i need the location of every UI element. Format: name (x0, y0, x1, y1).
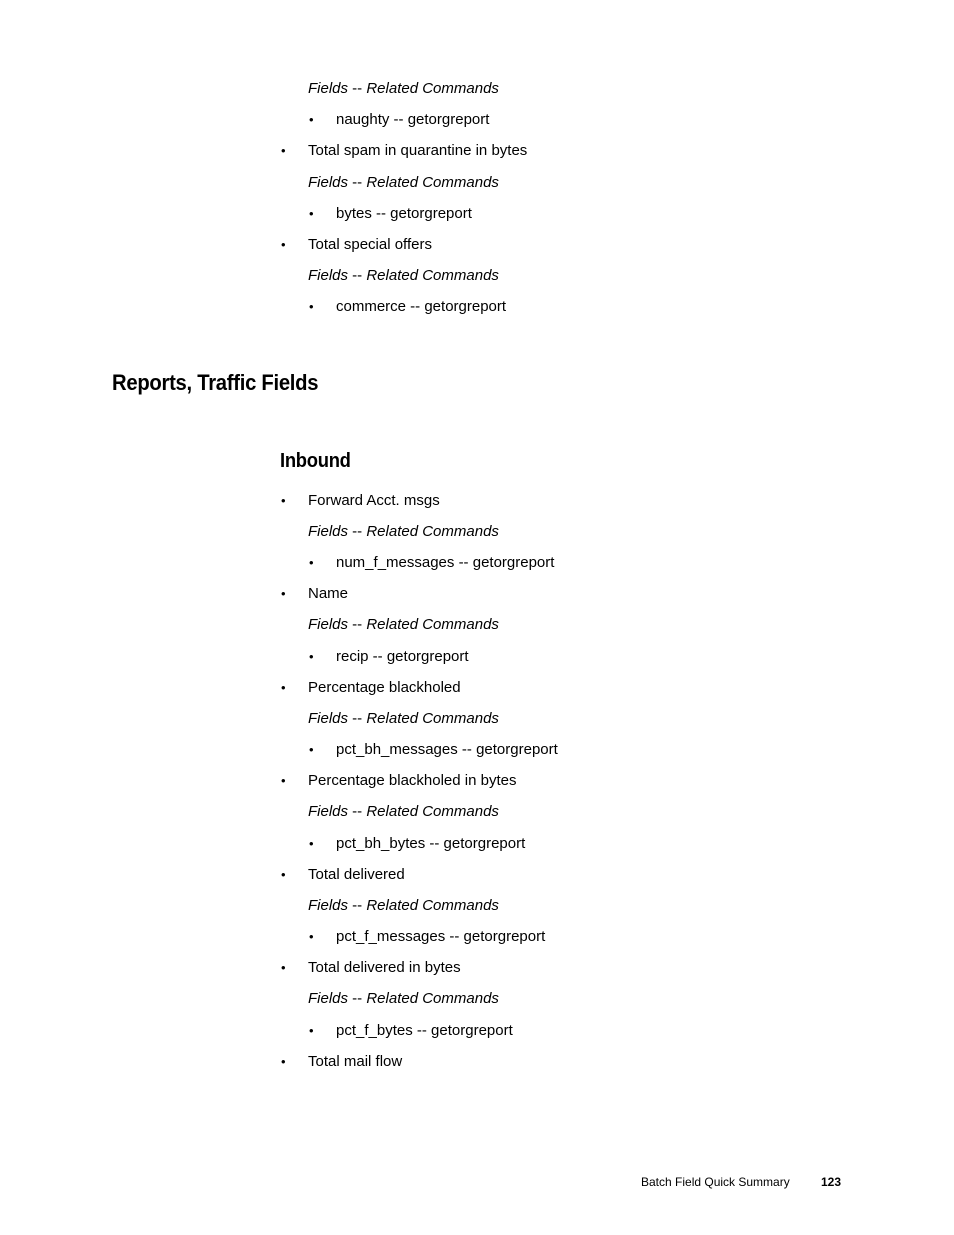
field-item: Percentage blackholed in bytes (308, 772, 517, 789)
section-title: Reports, Traffic Fields (112, 370, 319, 395)
field-item: Name (308, 585, 349, 602)
field-item: Total special offers (308, 236, 432, 253)
command-item: pct_f_bytes -- getorgreport (336, 1022, 513, 1039)
command-item: bytes -- getorgreport (336, 205, 472, 222)
command-item: recip -- getorgreport (336, 648, 469, 665)
bullet-marker: • (309, 555, 314, 570)
bullet-marker: • (309, 1023, 314, 1038)
bullet-marker: • (309, 112, 314, 127)
fields-related-heading: Fields -- Related Commands (308, 174, 499, 191)
fields-related-heading: Fields -- Related Commands (308, 80, 499, 97)
bullet-marker: • (281, 960, 286, 975)
bullet-marker: • (281, 1054, 286, 1069)
bullet-marker: • (309, 206, 314, 221)
field-item: Percentage blackholed (308, 679, 461, 696)
field-item: Total spam in quarantine in bytes (308, 142, 528, 159)
command-item: commerce -- getorgreport (336, 298, 507, 315)
command-item: pct_bh_messages -- getorgreport (336, 741, 558, 758)
command-item: pct_f_messages -- getorgreport (336, 928, 546, 945)
bullet-marker: • (309, 929, 314, 944)
bullet-marker: • (281, 237, 286, 252)
bullet-marker: • (309, 742, 314, 757)
page-number: 123 (821, 1175, 842, 1189)
command-item: pct_bh_bytes -- getorgreport (336, 835, 526, 852)
command-item: num_f_messages -- getorgreport (336, 554, 555, 571)
field-item: Forward Acct. msgs (308, 492, 440, 509)
bullet-marker: • (281, 586, 286, 601)
fields-related-heading: Fields -- Related Commands (308, 267, 499, 284)
field-item: Total mail flow (308, 1053, 403, 1070)
bullet-marker: • (281, 493, 286, 508)
bullet-marker: • (281, 143, 286, 158)
bullet-marker: • (281, 680, 286, 695)
footer-title: Batch Field Quick Summary (641, 1175, 790, 1189)
command-item: naughty -- getorgreport (336, 111, 490, 128)
bullet-marker: • (281, 867, 286, 882)
field-item: Total delivered in bytes (308, 959, 461, 976)
bullet-marker: • (309, 836, 314, 851)
fields-related-heading: Fields -- Related Commands (308, 616, 499, 633)
fields-related-heading: Fields -- Related Commands (308, 897, 499, 914)
fields-related-heading: Fields -- Related Commands (308, 710, 499, 727)
fields-related-heading: Fields -- Related Commands (308, 990, 499, 1007)
fields-related-heading: Fields -- Related Commands (308, 523, 499, 540)
field-item: Total delivered (308, 866, 405, 883)
fields-related-heading: Fields -- Related Commands (308, 803, 499, 820)
subsection-title: Inbound (280, 450, 351, 472)
bullet-marker: • (309, 299, 314, 314)
bullet-marker: • (281, 773, 286, 788)
bullet-marker: • (309, 649, 314, 664)
